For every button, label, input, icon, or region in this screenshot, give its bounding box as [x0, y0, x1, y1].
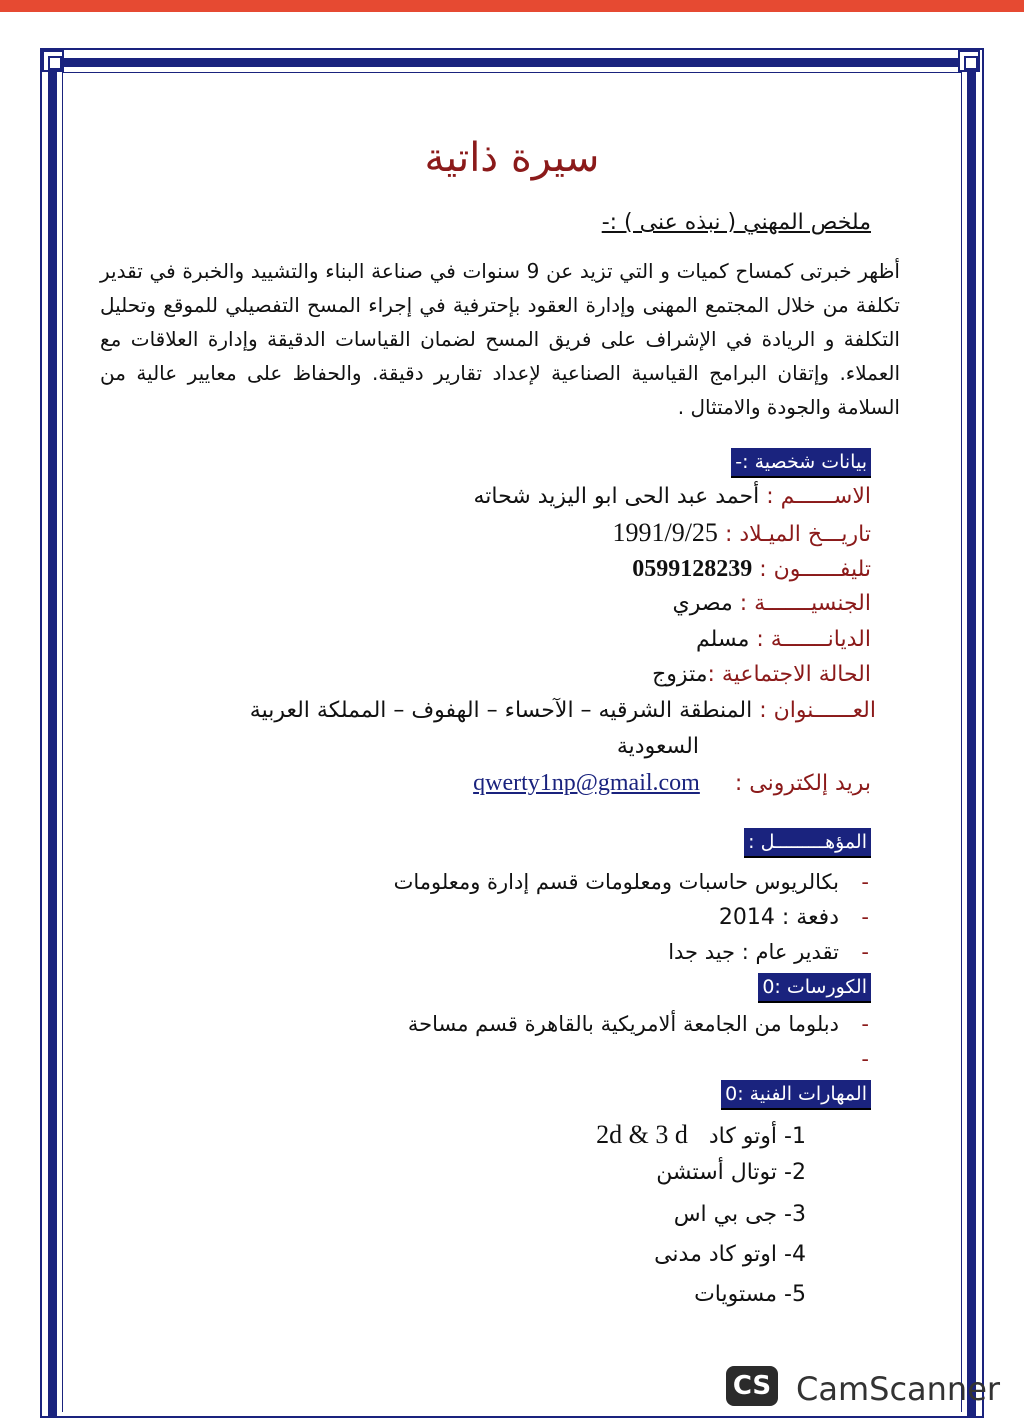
border-corner-top-right — [958, 50, 980, 72]
nationality-value: مصري — [672, 591, 733, 616]
skills-section-label: المهارات الفنية :0 — [721, 1080, 871, 1110]
religion-value: مسلم — [696, 627, 750, 652]
address-value: المنطقة الشرقيه – الآحساء – الهفوف – المملكة العربية — [249, 698, 753, 723]
religion-field — [696, 627, 871, 652]
dob-key: تاريـــخ الميـلاد : — [724, 522, 871, 547]
marital-value: متزوج — [652, 662, 708, 687]
phone-key: تليفــــــون : — [759, 557, 871, 582]
camscanner-watermark: CamScanner — [796, 1370, 1001, 1408]
marital-field — [652, 662, 871, 687]
skill-item: 1- أوتو كاد 2d & 3 d — [596, 1120, 806, 1149]
address-value-2: السعودية — [616, 734, 699, 759]
course-item: -دبلوما من الجامعة ألامريكية بالقاهرة قسم مساحة — [407, 1012, 869, 1036]
skill-item: 4- اوتو كاد مدنى — [654, 1242, 806, 1267]
top-accent-bar — [0, 0, 1024, 12]
nationality-field — [673, 591, 871, 616]
dob-field — [612, 518, 871, 548]
page-title: سيرة ذاتية — [424, 135, 600, 181]
marital-key: الحالة الاجتماعية : — [707, 662, 871, 687]
dob-value: 1991/9/25 — [612, 518, 718, 547]
qualification-section-label: المؤهـــــــــل : — [744, 828, 871, 858]
nationality-key: الجنسيـــــــة : — [739, 591, 871, 616]
skill-item: 3- جى بي اس — [673, 1202, 806, 1227]
qualification-item: -بكالريوس حاسبات ومعلومات قسم إدارة ومعلومات — [393, 870, 869, 894]
summary-heading: ملخص المهني ( نبذه عنى ) :- — [601, 210, 871, 235]
camscanner-logo: CS — [726, 1366, 778, 1406]
personal-section-label: بيانات شخصية :- — [731, 448, 871, 478]
courses-section-label: الكورسات :0 — [758, 973, 871, 1003]
religion-key: الديانـــــــة : — [756, 627, 871, 652]
name-value: أحمد عبد الحى ابو اليزيد شحاته — [473, 484, 760, 509]
skill-item: 2- توتال أستشن — [656, 1160, 806, 1185]
name-field — [473, 484, 871, 509]
phone-value: 0599128239 — [632, 556, 753, 582]
address-field — [250, 698, 876, 723]
border-corner-top-left — [42, 50, 64, 72]
qualification-item: -تقدير عام : جيد جدا — [668, 940, 869, 964]
phone-field — [632, 556, 871, 583]
email-key: بريد إلكترونى : — [734, 771, 871, 796]
skill-item: 5- مستويات — [694, 1282, 806, 1307]
email-link[interactable]: qwerty1np@gmail.com — [473, 770, 700, 796]
email-field — [473, 770, 871, 797]
summary-text: أظهر خبرتى كمساح كميات و التي تزيد عن 9 سنوات في صناعة البناء والتشييد والخبرة في تقدير تكلفة من خلال المجتمع المهنى وإدارة العقود بإحترفية في إجراء المسح التفصيلي للموقع وتحليل التكلفة و الريادة في الإشراف على فريق المسح لضمان القياسات الدقيقة وإدارة العلاقات مع العملاء. وإتقان البرامج القياسية الصناعية لإعداد تقارير دقيقة. والحفاظ على معايير عالية من السلامة والجودة والامتثال . — [100, 259, 900, 419]
address-continued — [617, 734, 699, 759]
address-key: العــــــنوان : — [759, 698, 876, 723]
qualification-item: -دفعة : 2014 — [718, 905, 869, 930]
name-key: الاســــــم : — [766, 484, 871, 509]
course-item: - — [861, 1047, 869, 1071]
